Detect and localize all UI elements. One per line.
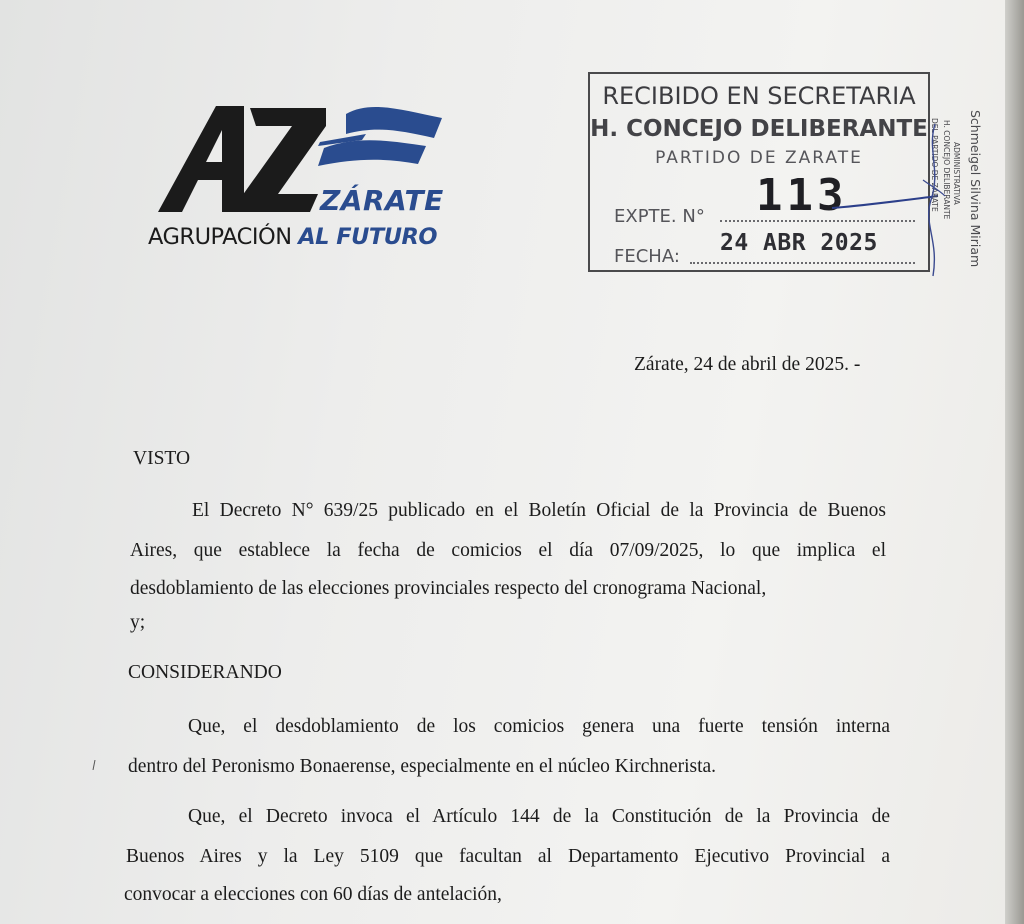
visto-line-3: desdoblamiento de las elecciones provinciales respecto del cronograma Nacional, <box>130 578 767 599</box>
paragraph2-line-3: convocar a elecciones con 60 días de antelación, <box>124 884 502 905</box>
visto-line-4: y; <box>130 612 146 633</box>
stamp-expte-number: 113 <box>756 170 848 221</box>
stamp-fecha-label: FECHA: <box>614 246 680 267</box>
margin-tick-mark <box>92 760 96 770</box>
flag-wave-icon <box>316 104 442 180</box>
page-edge <box>1005 0 1024 924</box>
date-line: Zárate, 24 de abril de 2025. - <box>634 354 861 375</box>
logo-group-suffix: AL FUTURO <box>298 224 437 250</box>
stamp-line-council: H. CONCEJO DELIBERANTE <box>590 116 928 142</box>
visto-line-1: El Decreto N° 639/25 publicado en el Boletín Oficial de la Provincia de Buenos <box>192 500 886 521</box>
signature-council: H. CONCEJO DELIBERANTE <box>942 120 951 220</box>
signature-district: DEL PARTIDO DE ZARATE <box>930 118 939 212</box>
stamp-line-district: PARTIDO DE ZARATE <box>655 148 863 168</box>
signature-role: ADMINISTRATIVA <box>952 142 961 205</box>
paragraph1-line-2: dentro del Peronismo Bonaerense, especialmente en el núcleo Kirchnerista. <box>128 756 717 777</box>
visto-line-2: Aires, que establece la fecha de comicios el día 07/09/2025, lo que implica el <box>130 540 886 561</box>
visto-heading: VISTO <box>133 448 191 469</box>
logo-group-text <box>148 224 437 250</box>
stamp-line-received: RECIBIDO EN SECRETARIA <box>602 82 916 110</box>
stamp-fecha-dotted-line <box>690 262 915 264</box>
stamp-fecha-date: 24 ABR 2025 <box>720 230 878 256</box>
logo-group-prefix: AGRUPACIÓN <box>148 224 292 250</box>
reception-stamp <box>588 72 930 272</box>
paragraph1-line-1: Que, el desdoblamiento de los comicios genera una fuerte tensión interna <box>188 716 890 737</box>
stamp-expte-label: EXPTE. N° <box>614 206 705 227</box>
signature-name: Schmeigel Silvina Miriam <box>968 110 983 268</box>
paragraph2-line-2: Buenos Aires y la Ley 5109 que facultan al Departamento Ejecutivo Provincial a <box>126 846 890 867</box>
paragraph2-line-1: Que, el Decreto invoca el Artículo 144 de la Constitución de la Provincia de <box>188 806 890 827</box>
party-logo <box>148 100 468 260</box>
az-monogram-logo <box>158 100 328 220</box>
considerando-heading: CONSIDERANDO <box>128 662 282 683</box>
signature-scribble-icon <box>905 120 955 280</box>
logo-city-text: ZÁRATE <box>320 184 444 217</box>
